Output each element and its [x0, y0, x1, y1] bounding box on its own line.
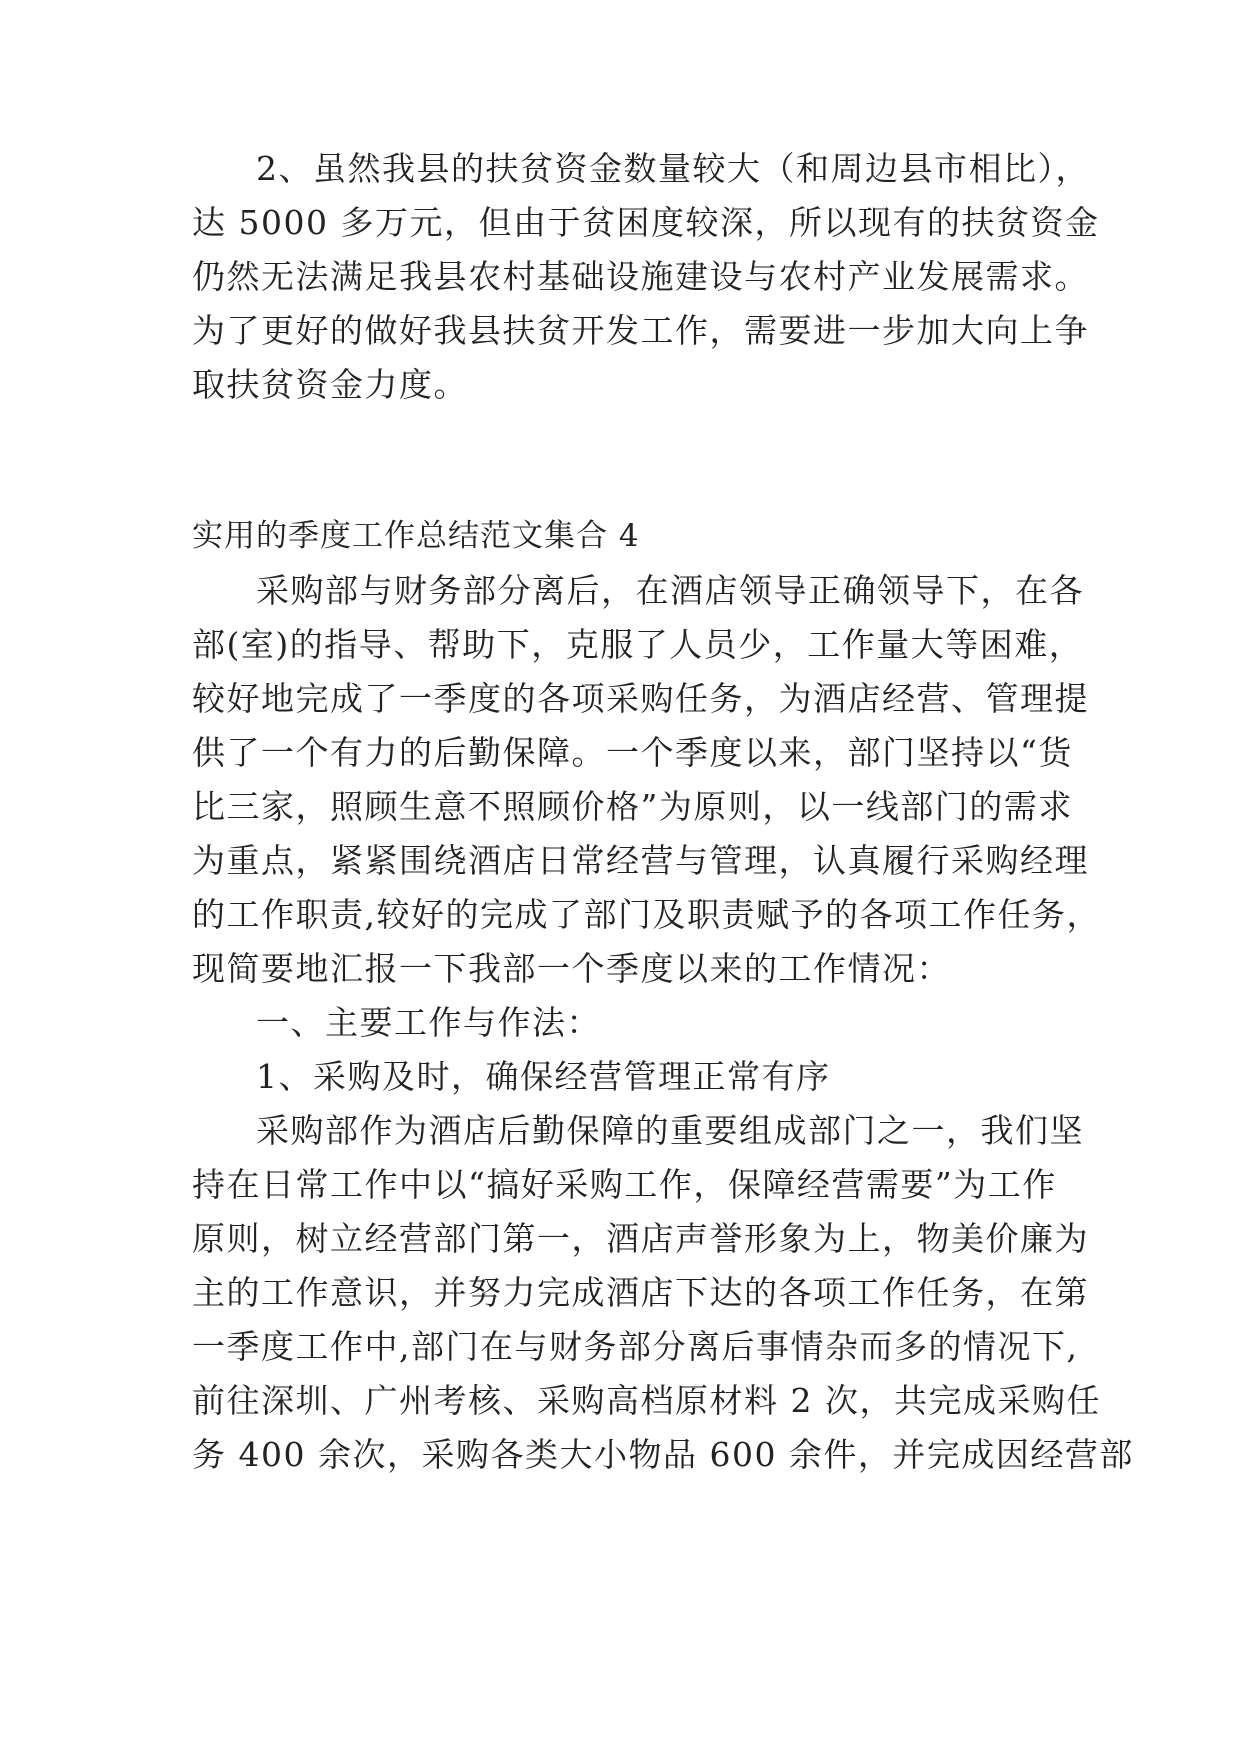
- section-title: 实用的季度工作总结范文集合 4: [192, 518, 640, 554]
- paragraph-line: 供了一个有力的后勤保障。一个季度以来，部门坚持以“货: [192, 733, 1073, 772]
- paragraph-line: 比三家，照顾生意不照顾价格”为原则，以一线部门的需求: [192, 787, 1073, 826]
- paragraph-line: 部(室)的指导、帮助下，克服了人员少，工作量大等困难，: [192, 625, 1084, 664]
- document-body: [192, 0, 1134, 1754]
- paragraph-line: 持在日常工作中以“搞好采购工作，保障经营需要”为工作: [192, 1165, 1057, 1204]
- paragraph-line: 前往深圳、广州考核、采购高档原材料 2 次，共完成采购任: [192, 1381, 1101, 1420]
- paragraph-line: 取扶贫资金力度。: [192, 365, 468, 404]
- paragraph-line: 一季度工作中,部门在与财务部分离后事情杂而多的情况下,: [192, 1327, 1079, 1366]
- paragraph-line: 的工作职责,较好的完成了部门及职责赋予的各项工作任务，: [192, 895, 1101, 934]
- paragraph-line: 为重点，紧紧围绕酒店日常经营与管理，认真履行采购经理: [192, 841, 1089, 880]
- paragraph-line: 现简要地汇报一下我部一个季度以来的工作情况：: [192, 949, 951, 988]
- paragraph-line: 仍然无法满足我县农村基础设施建设与农村产业发展需求。: [192, 257, 1089, 296]
- paragraph-line: 采购部与财务部分离后，在酒店领导正确领导下，在各: [256, 571, 1084, 610]
- paragraph-line: 采购部作为酒店后勤保障的重要组成部门之一，我们坚: [256, 1111, 1084, 1150]
- subheading: 1、采购及时，确保经营管理正常有序: [256, 1057, 831, 1096]
- paragraph-line: 达 5000 多万元，但由于贫困度较深，所以现有的扶贫资金: [192, 203, 1100, 242]
- paragraph-line: 原则，树立经营部门第一，酒店声誉形象为上，物美价廉为: [192, 1219, 1089, 1258]
- paragraph-line: 较好地完成了一季度的各项采购任务，为酒店经营、管理提: [192, 679, 1089, 718]
- paragraph-line: 务 400 余次，采购各类大小物品 600 余件，并完成因经营部: [192, 1435, 1134, 1474]
- subheading: 一、主要工作与作法：: [256, 1003, 601, 1042]
- paragraph-line: 为了更好的做好我县扶贫开发工作，需要进一步加大向上争: [192, 311, 1089, 350]
- paragraph-line: 主的工作意识，并努力完成酒店下达的各项工作任务，在第: [192, 1273, 1089, 1312]
- paragraph-line: 2、虽然我县的扶贫资金数量较大（和周边县市相比），: [256, 149, 1090, 188]
